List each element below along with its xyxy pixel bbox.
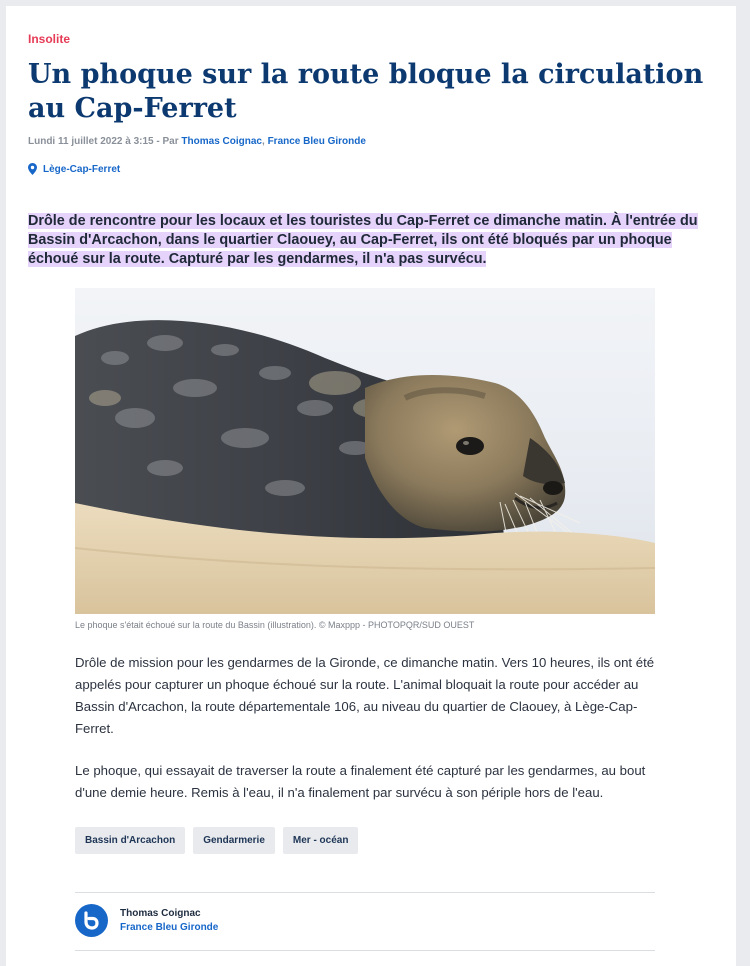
tag-gendarmerie[interactable]: Gendarmerie xyxy=(193,827,275,854)
france-bleu-logo-icon xyxy=(75,904,108,937)
seal-illustration xyxy=(75,288,655,614)
category-link[interactable]: Insolite xyxy=(28,32,71,46)
author-station[interactable]: France Bleu Gironde xyxy=(120,922,219,933)
author-name[interactable]: Thomas Coignac xyxy=(120,908,201,919)
author-info xyxy=(120,908,218,933)
divider xyxy=(75,950,655,951)
article-lead xyxy=(28,212,718,269)
body-paragraph-1: Drôle de mission pour les gendarmes de la Gironde, ce dimanche matin. Vers 10 heures, ils ont été appelés pour capturer un phoque échoué sur la route. L'animal bloquait la route pour accéder au Bassin d'Arcachon, la route départementale 106, au niveau du quartier de Claouey, à Lège-Cap-Ferret. xyxy=(75,655,655,736)
seal-photo xyxy=(75,288,655,614)
publish-date: Lundi 11 juillet 2022 à 3:15 xyxy=(28,136,154,147)
map-pin-icon xyxy=(28,163,37,175)
meta-by: - Par xyxy=(153,136,182,147)
article-title: Un phoque sur la route bloque la circulation au Cap-Ferret xyxy=(28,59,704,124)
tag-list xyxy=(75,827,358,854)
location-label: Lège-Cap-Ferret xyxy=(43,163,121,175)
meta-separator: , xyxy=(262,136,268,147)
station-link[interactable]: France Bleu Gironde xyxy=(267,136,366,147)
author-link[interactable]: Thomas Coignac xyxy=(181,136,262,147)
tag-mer-ocean[interactable]: Mer - océan xyxy=(283,827,359,854)
body-paragraph-2: Le phoque, qui essayait de traverser la route a finalement été capturé par les gendarmes, au bout d'une demie heure. Remis à l'eau, il n'a finalement par survécu à son périple hors de l'eau. xyxy=(75,763,646,800)
divider xyxy=(75,892,655,893)
article-meta xyxy=(28,136,366,147)
author-card[interactable] xyxy=(75,904,218,937)
article-page xyxy=(6,6,736,966)
image-caption: Le phoque s'était échoué sur la route du Bassin (illustration). © Maxppp - PHOTOPQR/SUD OUEST xyxy=(75,620,475,630)
tag-bassin-arcachon[interactable]: Bassin d'Arcachon xyxy=(75,827,185,854)
location-link[interactable] xyxy=(28,163,120,175)
lead-text: Drôle de rencontre pour les locaux et les touristes du Cap-Ferret ce dimanche matin. À l'entrée du Bassin d'Arcachon, dans le quartier Claouey, au Cap-Ferret, ils ont été bloqués par un phoque échoué sur la route. Capturé par les gendarmes, il n'a pas survécu. xyxy=(28,213,698,267)
